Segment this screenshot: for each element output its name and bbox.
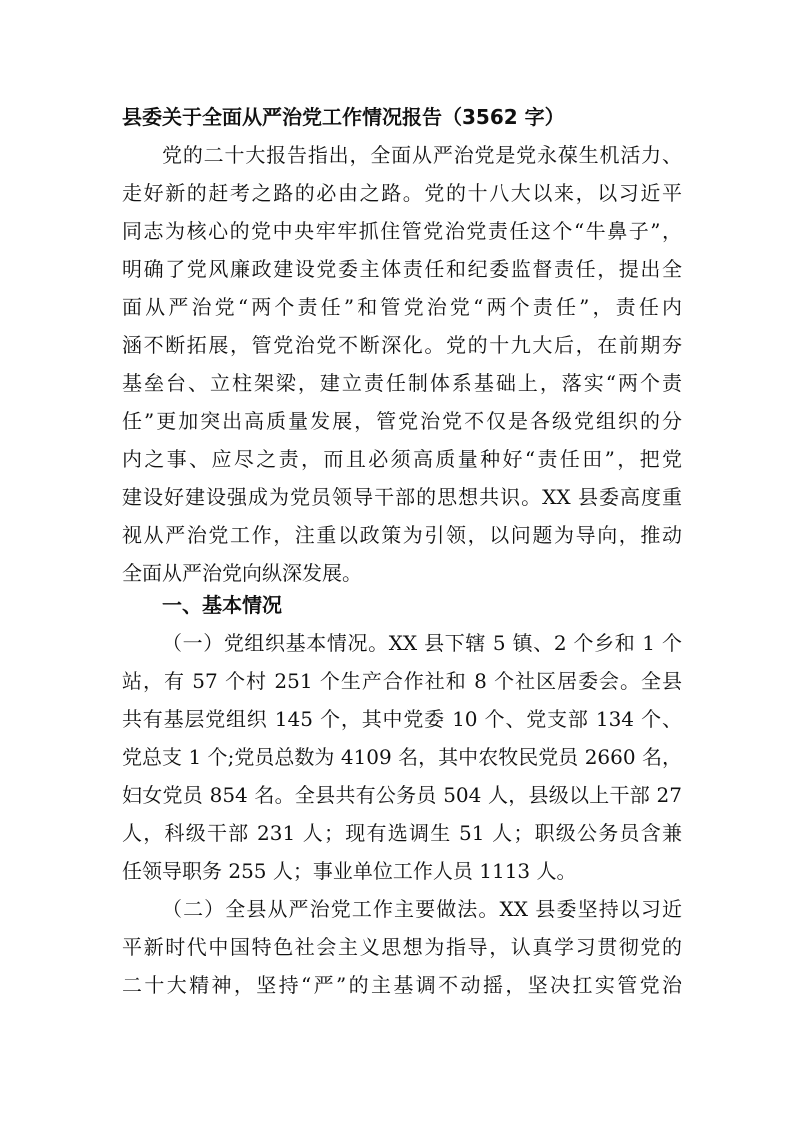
paragraph-line: （一）党组织基本情况。XX 县下辖 5 镇、2 个乡和 1 个 <box>162 631 682 655</box>
section-heading: 一、基本情况 <box>162 593 282 617</box>
paragraph-line: 建设好建设强成为党员领导干部的思想共识。XX 县委高度重 <box>122 485 682 509</box>
paragraph-line: 二十大精神，坚持“严”的主基调不动摇，坚决扛实管党治 <box>122 973 682 997</box>
document-title: 县委关于全面从严治党工作情况报告（3562 字） <box>122 105 565 129</box>
paragraph-line: 基垒台、立柱架梁，建立责任制体系基础上，落实“两个责 <box>122 371 682 395</box>
paragraph-line: 全面从严治党向纵深发展。 <box>122 561 362 585</box>
paragraph-line: 视从严治党工作，注重以政策为引领，以问题为导向，推动 <box>122 523 682 547</box>
paragraph-line: 任领导职务 255 人；事业单位工作人员 1113 人。 <box>122 859 577 883</box>
paragraph-line: 党总支 1 个;党员总数为 4109 名，其中农牧民党员 2660 名， <box>122 745 682 769</box>
paragraph-line: 妇女党员 854 名。全县共有公务员 504 人，县级以上干部 27 <box>122 783 682 807</box>
paragraph-line: 平新时代中国特色社会主义思想为指导，认真学习贯彻党的 <box>122 935 682 959</box>
paragraph-line: 面从严治党“两个责任”和管党治党“两个责任”，责任内 <box>122 295 682 319</box>
paragraph-line: 人，科级干部 231 人；现有选调生 51 人；职级公务员含兼 <box>122 821 682 845</box>
paragraph-line: 共有基层党组织 145 个，其中党委 10 个、党支部 134 个、 <box>122 707 682 731</box>
paragraph-line: 党的二十大报告指出，全面从严治党是党永葆生机活力、 <box>162 143 682 167</box>
paragraph-line: 任”更加突出高质量发展，管党治党不仅是各级党组织的分 <box>122 409 682 433</box>
paragraph-line: 站，有 57 个村 251 个生产合作社和 8 个社区居委会。全县 <box>122 669 682 693</box>
paragraph-line: 同志为核心的党中央牢牢抓住管党治党责任这个“牛鼻子”， <box>122 219 682 243</box>
paragraph-line: 内之事、应尽之责，而且必须高质量种好“责任田”，把党 <box>122 447 682 471</box>
paragraph-line: 明确了党风廉政建设党委主体责任和纪委监督责任，提出全 <box>122 257 682 281</box>
paragraph-line: （二）全县从严治党工作主要做法。XX 县委坚持以习近 <box>162 897 682 921</box>
paragraph-line: 涵不断拓展，管党治党不断深化。党的十九大后，在前期夯 <box>122 333 682 357</box>
paragraph-line: 走好新的赶考之路的必由之路。党的十八大以来，以习近平 <box>122 181 682 205</box>
